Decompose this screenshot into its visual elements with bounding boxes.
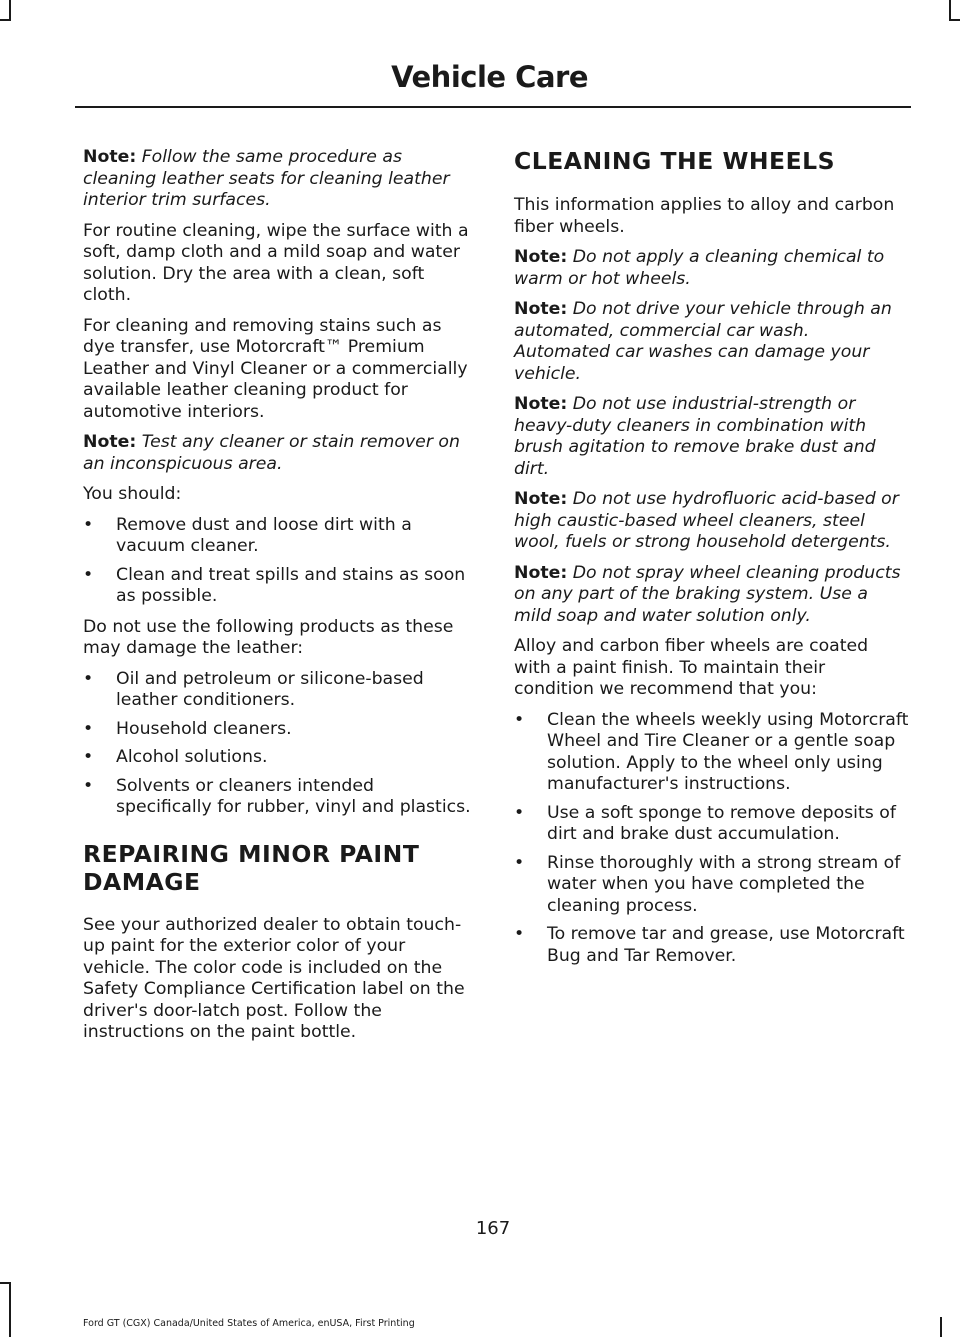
list-item	[83, 669, 475, 712]
bullet-icon: •	[83, 564, 94, 585]
list-item-text: Remove dust and loose dirt with a vacuum cleaner.	[116, 514, 412, 556]
note-text: Do not drive your vehicle through an automated, commercial car wash. Automated car washes can damage your vehicle.	[514, 299, 892, 384]
list-item-text: Clean and treat spills and stains as soon as possible.	[116, 564, 466, 606]
note-paragraph	[514, 299, 910, 385]
list-item-text: Solvents or cleaners intended specifically for rubber, vinyl and plastics.	[116, 775, 471, 817]
crop-mark	[949, 19, 960, 21]
body-paragraph: For routine cleaning, wipe the surface with a soft, damp cloth and a mild soap and water solution. Dry the area with a clean, soft cloth.	[83, 220, 469, 305]
note-label: Note:	[514, 489, 568, 509]
list-item	[83, 515, 475, 558]
body-paragraph: Do not use the following products as these may damage the leather:	[83, 616, 454, 658]
bullet-list	[83, 515, 475, 608]
bullet-list	[83, 669, 475, 819]
body-paragraph: Alloy and carbon fiber wheels are coated with a paint finish. To maintain their condition we recommend that you:	[514, 636, 869, 699]
note-text: Do not use hydrofluoric acid-based or high caustic-based wheel cleaners, steel wool, fuels or strong household detergents.	[514, 489, 899, 552]
body-paragraph: You should:	[83, 484, 182, 504]
bullet-icon: •	[83, 668, 94, 689]
note-label: Note:	[83, 432, 137, 452]
bullet-icon: •	[83, 514, 94, 535]
note-paragraph	[83, 432, 475, 475]
list-item	[514, 924, 910, 967]
section-heading-line: DAMAGE	[83, 867, 201, 896]
bullet-icon: •	[514, 802, 525, 823]
list-item	[83, 747, 475, 769]
crop-mark	[940, 1317, 942, 1337]
note-paragraph	[83, 147, 475, 212]
bullet-icon: •	[514, 852, 525, 873]
crop-mark	[0, 1282, 11, 1284]
list-item-text: Clean the wheels weekly using Motorcraft Wheel and Tire Cleaner or a gentle soap solution. Apply to the wheel only using manufacturer's instructions.	[547, 709, 909, 794]
list-item	[514, 710, 910, 796]
bullet-icon: •	[514, 924, 525, 944]
section-heading	[83, 840, 475, 896]
list-item	[83, 719, 475, 741]
note-text: Follow the same procedure as cleaning leather seats for cleaning leather interior trim surfaces.	[83, 147, 450, 210]
note-text: Test any cleaner or stain remover on an inconspicuous area.	[83, 432, 460, 474]
note-text: Do not spray wheel cleaning products on any part of the braking system. Use a mild soap and water solution only.	[514, 562, 901, 626]
list-item	[83, 565, 475, 608]
list-item-text: Household cleaners.	[116, 718, 292, 739]
list-item-text: Use a soft sponge to remove deposits of dirt and brake dust accumulation.	[547, 802, 896, 844]
note-paragraph	[514, 563, 910, 628]
note-label: Note:	[83, 147, 137, 167]
note-text: Do not apply a cleaning chemical to warm or hot wheels.	[514, 247, 885, 289]
list-item-text: Rinse thoroughly with a strong stream of water when you have completed the cleaning process.	[547, 852, 901, 916]
note-label: Note:	[514, 562, 568, 583]
note-text: Do not use industrial-strength or heavy-duty cleaners in combination with brush agitation to remove brake dust and dirt.	[514, 394, 876, 479]
body-paragraph: This information applies to alloy and carbon fiber wheels.	[514, 195, 895, 237]
note-paragraph	[514, 247, 910, 290]
bullet-icon: •	[83, 718, 94, 739]
bullet-icon: •	[83, 775, 94, 796]
note-label: Note:	[514, 247, 568, 267]
list-item-text: Alcohol solutions.	[116, 747, 268, 767]
list-item	[514, 803, 910, 846]
list-item	[514, 853, 910, 918]
left-column	[83, 147, 475, 1053]
footer-text: Ford GT (CGX) Canada/United States of America, enUSA, First Printing	[83, 1318, 415, 1329]
bullet-list	[514, 710, 910, 968]
list-item-text: To remove tar and grease, use Motorcraft Bug and Tar Remover.	[547, 924, 905, 966]
section-heading-line: REPAIRING MINOR PAINT	[83, 839, 420, 868]
crop-mark	[949, 0, 951, 20]
bullet-icon: •	[514, 709, 525, 730]
note-paragraph	[514, 489, 910, 554]
note-label: Note:	[514, 299, 568, 319]
note-paragraph	[514, 394, 910, 480]
body-paragraph: For cleaning and removing stains such as dye transfer, use Motorcraft™ Premium Leather and Vinyl Cleaner or a commercially available leather cleaning product for automotive interiors.	[83, 315, 468, 422]
bullet-icon: •	[83, 747, 94, 767]
note-label: Note:	[514, 394, 568, 414]
header-rule	[75, 106, 911, 108]
crop-mark	[9, 1282, 11, 1337]
list-item	[83, 776, 475, 819]
section-heading: CLEANING THE WHEELS	[514, 147, 836, 175]
crop-mark	[0, 19, 11, 21]
list-item-text: Oil and petroleum or silicone-based leather conditioners.	[116, 668, 424, 710]
right-column	[514, 147, 910, 976]
crop-mark	[9, 0, 11, 20]
page-number: 167	[475, 1218, 511, 1239]
body-paragraph: See your authorized dealer to obtain touch-up paint for the exterior color of your vehicle. The color code is included on the Safety Compliance Certification label on the driver's door-latch post. Follow the instructions on the paint bottle.	[83, 914, 465, 1042]
page-header-title: Vehicle Care	[391, 60, 588, 94]
